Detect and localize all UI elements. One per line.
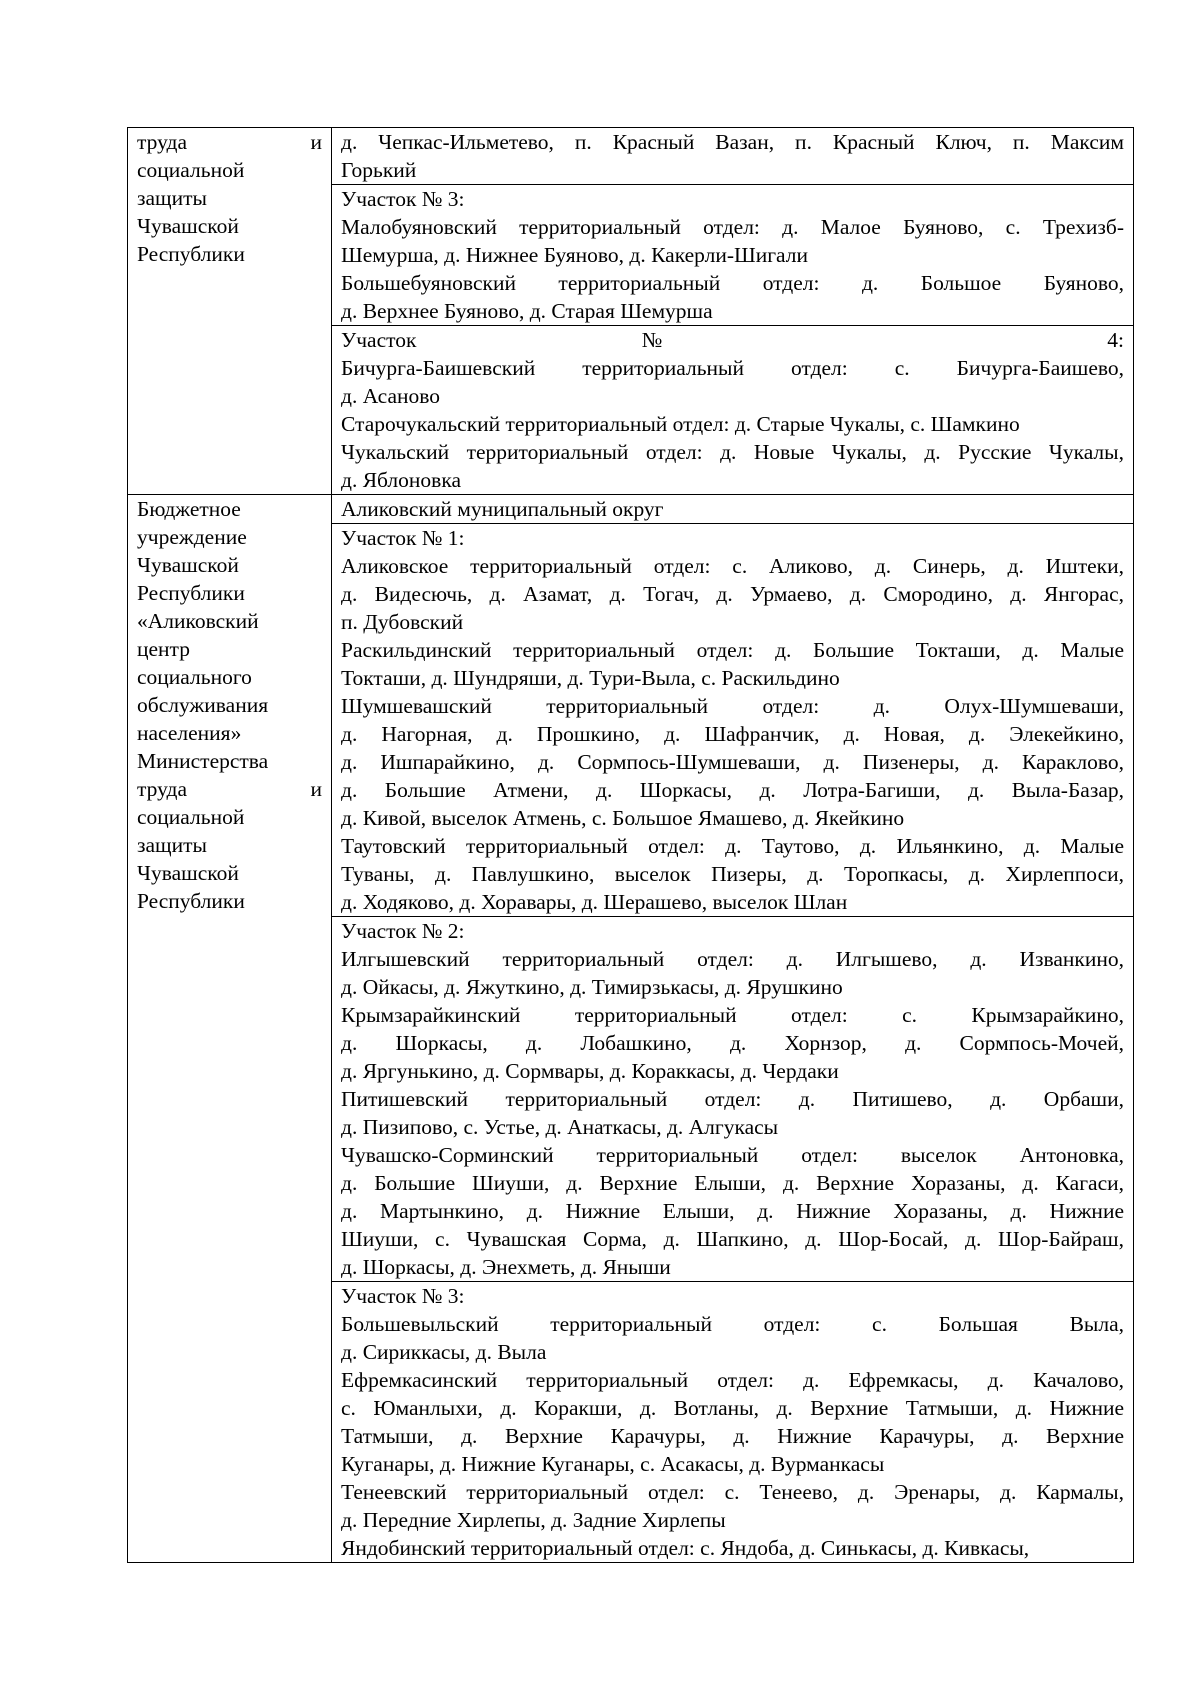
text-line: Горький	[341, 158, 417, 182]
text-line: социальной	[137, 158, 245, 182]
area-cell	[332, 917, 1134, 1282]
text-line: Министерства	[137, 749, 269, 773]
text-line: центр	[137, 637, 190, 661]
district-name: Аликовский муниципальный округ	[341, 497, 664, 521]
text-line: учреждение	[137, 525, 247, 549]
text-line: д. Ходяково, д. Хоравары, д. Шерашево, выселок Шлан	[341, 890, 848, 914]
table-row	[128, 128, 1134, 185]
text-line: «Аликовский	[137, 609, 259, 633]
text-line: д. Шоркасы, д. Энехметь, д. Яныши	[341, 1255, 671, 1279]
text-line: п. Дубовский	[341, 610, 464, 634]
territory-assignment-table	[127, 127, 1134, 1563]
text-line: Куганары, д. Нижние Куганары, с. Асакасы, д. Вурманкасы	[341, 1452, 885, 1476]
organization-cell	[128, 128, 332, 495]
text-line: Чукальский территориальный отдел: д. Новые Чукалы, д. Русские Чукалы,	[341, 440, 1124, 464]
text-line: Раскильдинский территориальный отдел: д. Большие Токташи, д. Малые	[341, 638, 1124, 662]
text-line: д. Асаново	[341, 384, 441, 408]
text-line: защиты	[137, 186, 207, 210]
table-row	[128, 495, 1134, 524]
text-line: д. Шоркасы, д. Лобашкино, д. Хорнзор, д. Сормпось-Мочей,	[341, 1031, 1124, 1055]
text-line: д. Видесючь, д. Азамат, д. Тогач, д. Урмаево, д. Смородино, д. Янгорас,	[341, 582, 1124, 606]
text-line: Таутовский территориальный отдел: д. Таутово, д. Ильянкино, д. Малые	[341, 834, 1124, 858]
text-line: Питишевский территориальный отдел: д. Питишево, д. Орбаши,	[341, 1087, 1124, 1111]
text-line: Бичурга-Баишевский территориальный отдел: с. Бичурга-Баишево,	[341, 356, 1124, 380]
area-text	[341, 917, 1124, 1281]
text-line: Чувашской	[137, 553, 239, 577]
text-line: Аликовское территориальный отдел: с. Аликово, д. Синерь, д. Иштеки,	[341, 554, 1124, 578]
text-line: населения»	[137, 721, 242, 745]
area-cell	[332, 128, 1134, 185]
text-line: д. Ишпарайкино, д. Сормпось-Шумшеваши, д. Пизенеры, д. Караклово,	[341, 750, 1124, 774]
text-line: Бюджетное	[137, 497, 241, 521]
text-line: социальной	[137, 805, 245, 829]
text-line: Токташи, д. Шундряши, д. Тури-Выла, с. Раскильдино	[341, 666, 840, 690]
text-line: Яндобинский территориальный отдел: с. Яндоба, д. Синькасы, д. Кивкасы,	[341, 1536, 1030, 1560]
organization-cell	[128, 495, 332, 1563]
text-line: д. Верхнее Буяново, д. Старая Шемурша	[341, 299, 713, 323]
text-line: Илгышевский территориальный отдел: д. Илгышево, д. Изванкино,	[341, 947, 1124, 971]
text-line: Крымзарайкинский территориальный отдел: с. Крымзарайкино,	[341, 1003, 1124, 1027]
text-line: Туваны, д. Павлушкино, выселок Пизеры, д. Торопкасы, д. Хирлеппоси,	[341, 862, 1124, 886]
text-line: Малобуяновский территориальный отдел: д. Малое Буяново, с. Трехизб-	[341, 215, 1124, 239]
text-line: д. Большие Шиуши, д. Верхние Елыши, д. Верхние Хоразаны, д. Кагаси,	[341, 1171, 1124, 1195]
text-line: д. Передние Хирлепы, д. Задние Хирлепы	[341, 1508, 726, 1532]
organization-name	[137, 495, 322, 915]
text-line: обслуживания	[137, 693, 269, 717]
text-line: защиты	[137, 833, 207, 857]
text-line: д. Сириккасы, д. Выла	[341, 1340, 547, 1364]
text-line: Участок № 3:	[341, 187, 465, 211]
organization-name	[137, 128, 322, 268]
area-cell	[332, 326, 1134, 495]
text-line: Большевыльский территориальный отдел: с. Большая Выла,	[341, 1312, 1124, 1336]
text-line: Шумшевашский территориальный отдел: д. Олух-Шумшеваши,	[341, 694, 1124, 718]
text-line: Чувашской	[137, 861, 239, 885]
text-line: Участок № 1:	[341, 526, 465, 550]
text-line: д. Кивой, выселок Атмень, с. Большое Ямашево, д. Якейкино	[341, 806, 905, 830]
text-line: Тенеевский территориальный отдел: с. Тенеево, д. Эренары, д. Кармалы,	[341, 1480, 1124, 1504]
area-text	[341, 524, 1124, 916]
text-line: д. Большие Атмени, д. Шоркасы, д. Лотра-Багиши, д. Выла-Базар,	[341, 778, 1124, 802]
text-line: труда и	[137, 130, 322, 154]
district-cell	[332, 495, 1134, 524]
text-line: Участок № 2:	[341, 919, 465, 943]
text-line: Чувашской	[137, 214, 239, 238]
text-line: Татмыши, д. Верхние Карачуры, д. Нижние Карачуры, д. Верхние	[341, 1424, 1124, 1448]
text-line: Чувашско-Сорминский территориальный отдел: выселок Антоновка,	[341, 1143, 1124, 1167]
area-text	[341, 1282, 1124, 1562]
text-line: Участок № 3:	[341, 1284, 465, 1308]
area-cell	[332, 524, 1134, 917]
area-text	[341, 128, 1124, 184]
text-line: д. Яргунькино, д. Сормвары, д. Кораккасы, д. Чердаки	[341, 1059, 839, 1083]
text-line: д. Пизипово, с. Устье, д. Анаткасы, д. Алгукасы	[341, 1115, 779, 1139]
text-line: д. Яблоновка	[341, 468, 461, 492]
text-line: Республики	[137, 581, 245, 605]
area-cell	[332, 1282, 1134, 1563]
text-line: Участок № 4:	[341, 328, 1124, 352]
text-line: Большебуяновский территориальный отдел: д. Большое Буяново,	[341, 271, 1124, 295]
text-line: труда и	[137, 777, 322, 801]
text-line: Республики	[137, 242, 245, 266]
area-cell	[332, 185, 1134, 326]
text-line: Республики	[137, 889, 245, 913]
text-line: д. Чепкас-Ильметево, п. Красный Вазан, п. Красный Ключ, п. Максим	[341, 130, 1124, 154]
text-line: социального	[137, 665, 252, 689]
text-line: Шиуши, с. Чувашская Сорма, д. Шапкино, д. Шор-Босай, д. Шор-Байраш,	[341, 1227, 1124, 1251]
text-line: Шемурша, д. Нижнее Буяново, д. Какерли-Шигали	[341, 243, 808, 267]
text-line: д. Ойкасы, д. Яжуткино, д. Тимирзькасы, д. Ярушкино	[341, 975, 843, 999]
text-line: Ефремкасинский территориальный отдел: д. Ефремкасы, д. Качалово,	[341, 1368, 1124, 1392]
area-text	[341, 326, 1124, 494]
text-line: д. Мартынкино, д. Нижние Елыши, д. Нижние Хоразаны, д. Нижние	[341, 1199, 1124, 1223]
text-line: с. Юманлыхи, д. Коракши, д. Вотланы, д. Верхние Татмыши, д. Нижние	[341, 1396, 1124, 1420]
area-text	[341, 185, 1124, 325]
text-line: д. Нагорная, д. Прошкино, д. Шафранчик, д. Новая, д. Элекейкино,	[341, 722, 1124, 746]
text-line: Старочукальский территориальный отдел: д. Старые Чукалы, с. Шамкино	[341, 412, 1020, 436]
